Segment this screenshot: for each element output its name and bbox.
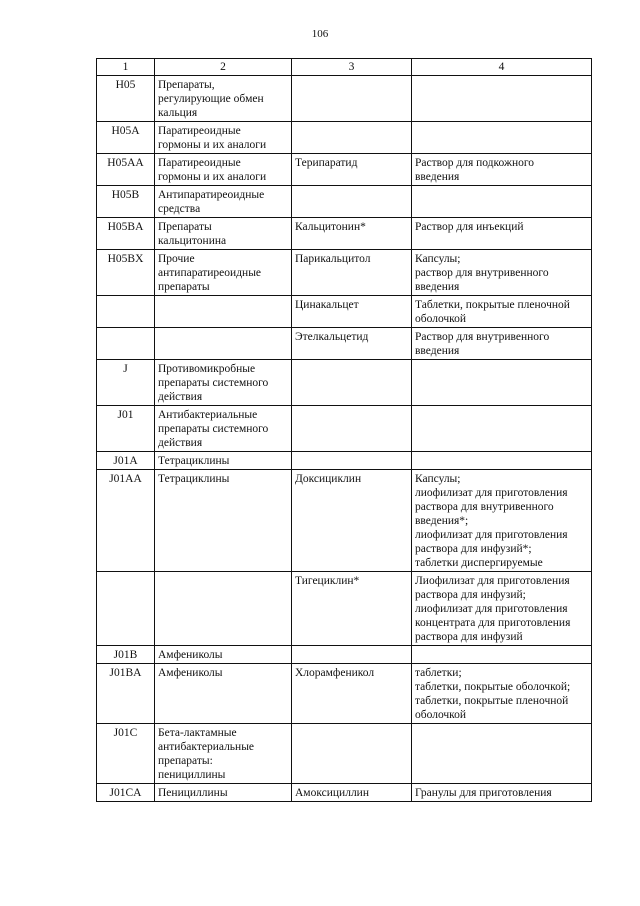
dosage-form-cell xyxy=(412,76,592,122)
atc-code-cell: J01CA xyxy=(97,784,155,802)
cell-text-line: препараты системного xyxy=(158,423,269,435)
dosage-form-cell xyxy=(412,186,592,218)
cell-text-line: введения xyxy=(415,281,460,293)
drug-name-cell xyxy=(292,724,412,784)
cell-text-line: Таблетки, покрытые пленочной xyxy=(415,299,570,311)
cell-text-line: пенициллины xyxy=(158,769,226,781)
atc-code-cell: J01C xyxy=(97,724,155,784)
group-name-cell xyxy=(155,724,292,784)
cell-text-line: Цинакальцет xyxy=(295,299,359,311)
drug-name-cell xyxy=(292,572,412,646)
cell-text-line: введения xyxy=(415,171,460,183)
cell-text-line: действия xyxy=(158,391,203,403)
cell-text-line: Лиофилизат для приготовления xyxy=(415,575,570,587)
table-row xyxy=(97,784,592,802)
dosage-form-cell xyxy=(412,784,592,802)
cell-text-line: лиофилизат для приготовления xyxy=(415,529,568,541)
cell-text-line: Препараты xyxy=(158,221,212,233)
cell-text-line: введения*; xyxy=(415,515,469,527)
table-row xyxy=(97,646,592,664)
cell-text-line: Раствор для подкожного xyxy=(415,157,535,169)
table-row xyxy=(97,406,592,452)
group-name-cell xyxy=(155,250,292,296)
drug-name-cell xyxy=(292,218,412,250)
group-name-cell xyxy=(155,360,292,406)
drug-name-cell xyxy=(292,296,412,328)
cell-text-line: Хлорамфеникол xyxy=(295,667,375,679)
table-row xyxy=(97,250,592,296)
cell-text-line: Паратиреоидные xyxy=(158,125,241,137)
drug-name-cell xyxy=(292,250,412,296)
cell-text-line: Парикальцитол xyxy=(295,253,371,265)
cell-text-line: Амфениколы xyxy=(158,649,223,661)
cell-text-line: действия xyxy=(158,437,203,449)
dosage-form-cell xyxy=(412,328,592,360)
atc-code-cell: H05AA xyxy=(97,154,155,186)
column-header-2: 2 xyxy=(155,59,292,76)
group-name-cell xyxy=(155,328,292,360)
cell-text-line: средства xyxy=(158,203,201,215)
cell-text-line: Раствор для инъекций xyxy=(415,221,524,233)
table-row xyxy=(97,360,592,406)
cell-text-line: Амфениколы xyxy=(158,667,223,679)
table-row xyxy=(97,664,592,724)
table-body xyxy=(97,76,592,802)
table-row xyxy=(97,218,592,250)
group-name-cell xyxy=(155,664,292,724)
atc-code-cell xyxy=(97,328,155,360)
atc-code-cell: J01 xyxy=(97,406,155,452)
atc-code-cell: J01AA xyxy=(97,470,155,572)
cell-text-line: Тетрациклины xyxy=(158,455,230,467)
drug-name-cell xyxy=(292,76,412,122)
drug-name-cell xyxy=(292,646,412,664)
cell-text-line: Антипаратиреоидные xyxy=(158,189,265,201)
dosage-form-cell xyxy=(412,250,592,296)
table-row xyxy=(97,724,592,784)
cell-text-line: оболочкой xyxy=(415,313,467,325)
cell-text-line: таблетки, покрытые оболочкой; xyxy=(415,681,571,693)
atc-code-cell xyxy=(97,296,155,328)
table-row xyxy=(97,296,592,328)
cell-text-line: раствора для инфузий*; xyxy=(415,543,532,555)
dosage-form-cell xyxy=(412,296,592,328)
atc-code-cell: J01BA xyxy=(97,664,155,724)
drug-name-cell xyxy=(292,452,412,470)
cell-text-line: лиофилизат для приготовления xyxy=(415,487,568,499)
dosage-form-cell xyxy=(412,452,592,470)
dosage-form-cell xyxy=(412,218,592,250)
dosage-form-cell xyxy=(412,572,592,646)
cell-text-line: раствора для внутривенного xyxy=(415,501,554,513)
cell-text-line: кальция xyxy=(158,107,198,119)
cell-text-line: лиофилизат для приготовления xyxy=(415,603,568,615)
dosage-form-cell xyxy=(412,360,592,406)
table-row xyxy=(97,452,592,470)
drug-name-cell xyxy=(292,154,412,186)
cell-text-line: препараты системного xyxy=(158,377,269,389)
cell-text-line: Кальцитонин* xyxy=(295,221,366,233)
dosage-form-cell xyxy=(412,470,592,572)
cell-text-line: гормоны и их аналоги xyxy=(158,171,267,183)
cell-text-line: таблетки, покрытые пленочной xyxy=(415,695,569,707)
cell-text-line: Бета-лактамные xyxy=(158,727,237,739)
dosage-form-cell xyxy=(412,154,592,186)
cell-text-line: регулирующие обмен xyxy=(158,93,264,105)
cell-text-line: Раствор для внутривенного xyxy=(415,331,550,343)
table-row xyxy=(97,186,592,218)
cell-text-line: таблетки диспергируемые xyxy=(415,557,543,569)
atc-code-cell: J xyxy=(97,360,155,406)
atc-code-cell: J01A xyxy=(97,452,155,470)
table-row xyxy=(97,470,592,572)
cell-text-line: Гранулы для приготовления xyxy=(415,787,552,799)
cell-text-line: раствора для инфузий xyxy=(415,631,523,643)
cell-text-line: концентрата для приготовления xyxy=(415,617,571,629)
atc-code-cell: H05BX xyxy=(97,250,155,296)
drug-name-cell xyxy=(292,664,412,724)
cell-text-line: Капсулы; xyxy=(415,253,461,265)
group-name-cell xyxy=(155,122,292,154)
drug-name-cell xyxy=(292,470,412,572)
drug-name-cell xyxy=(292,360,412,406)
group-name-cell xyxy=(155,76,292,122)
group-name-cell xyxy=(155,784,292,802)
atc-code-cell: J01B xyxy=(97,646,155,664)
drug-name-cell xyxy=(292,406,412,452)
group-name-cell xyxy=(155,186,292,218)
cell-text-line: раствора для инфузий; xyxy=(415,589,526,601)
cell-text-line: Пенициллины xyxy=(158,787,228,799)
cell-text-line: гормоны и их аналоги xyxy=(158,139,267,151)
cell-text-line: Доксициклин xyxy=(295,473,362,485)
group-name-cell xyxy=(155,218,292,250)
cell-text-line: препараты: xyxy=(158,755,213,767)
group-name-cell xyxy=(155,154,292,186)
atc-code-cell: H05A xyxy=(97,122,155,154)
cell-text-line: Терипаратид xyxy=(295,157,358,169)
atc-code-cell: H05B xyxy=(97,186,155,218)
dosage-form-cell xyxy=(412,406,592,452)
cell-text-line: Противомикробные xyxy=(158,363,256,375)
table-row xyxy=(97,154,592,186)
dosage-form-cell xyxy=(412,724,592,784)
cell-text-line: Этелкальцетид xyxy=(295,331,369,343)
column-header-3: 3 xyxy=(292,59,412,76)
table-row xyxy=(97,328,592,360)
cell-text-line: Тетрациклины xyxy=(158,473,230,485)
dosage-form-cell xyxy=(412,122,592,154)
drug-name-cell xyxy=(292,122,412,154)
table-row xyxy=(97,122,592,154)
cell-text-line: Прочие xyxy=(158,253,195,265)
atc-code-cell: H05 xyxy=(97,76,155,122)
table-row xyxy=(97,76,592,122)
dosage-form-cell xyxy=(412,664,592,724)
cell-text-line: Антибактериальные xyxy=(158,409,258,421)
cell-text-line: таблетки; xyxy=(415,667,462,679)
group-name-cell xyxy=(155,572,292,646)
column-header-1: 1 xyxy=(97,59,155,76)
page-number: 106 xyxy=(311,28,329,40)
table-row xyxy=(97,572,592,646)
drug-name-cell xyxy=(292,186,412,218)
cell-text-line: Препараты, xyxy=(158,79,215,91)
column-header-4: 4 xyxy=(412,59,592,76)
group-name-cell xyxy=(155,296,292,328)
atc-code-cell xyxy=(97,572,155,646)
drug-classification-table xyxy=(96,58,592,802)
dosage-form-cell xyxy=(412,646,592,664)
group-name-cell xyxy=(155,646,292,664)
cell-text-line: Тигециклин* xyxy=(295,575,360,587)
drug-name-cell xyxy=(292,328,412,360)
drug-name-cell xyxy=(292,784,412,802)
cell-text-line: введения xyxy=(415,345,460,357)
cell-text-line: оболочкой xyxy=(415,709,467,721)
group-name-cell xyxy=(155,452,292,470)
cell-text-line: Капсулы; xyxy=(415,473,461,485)
atc-code-cell: H05BA xyxy=(97,218,155,250)
table-header-row xyxy=(97,59,592,76)
cell-text-line: антипаратиреоидные xyxy=(158,267,262,279)
group-name-cell xyxy=(155,406,292,452)
cell-text-line: антибактериальные xyxy=(158,741,255,753)
cell-text-line: препараты xyxy=(158,281,210,293)
cell-text-line: кальцитонина xyxy=(158,235,227,247)
group-name-cell xyxy=(155,470,292,572)
cell-text-line: Амоксициллин xyxy=(295,787,369,799)
cell-text-line: раствор для внутривенного xyxy=(415,267,549,279)
cell-text-line: Паратиреоидные xyxy=(158,157,241,169)
